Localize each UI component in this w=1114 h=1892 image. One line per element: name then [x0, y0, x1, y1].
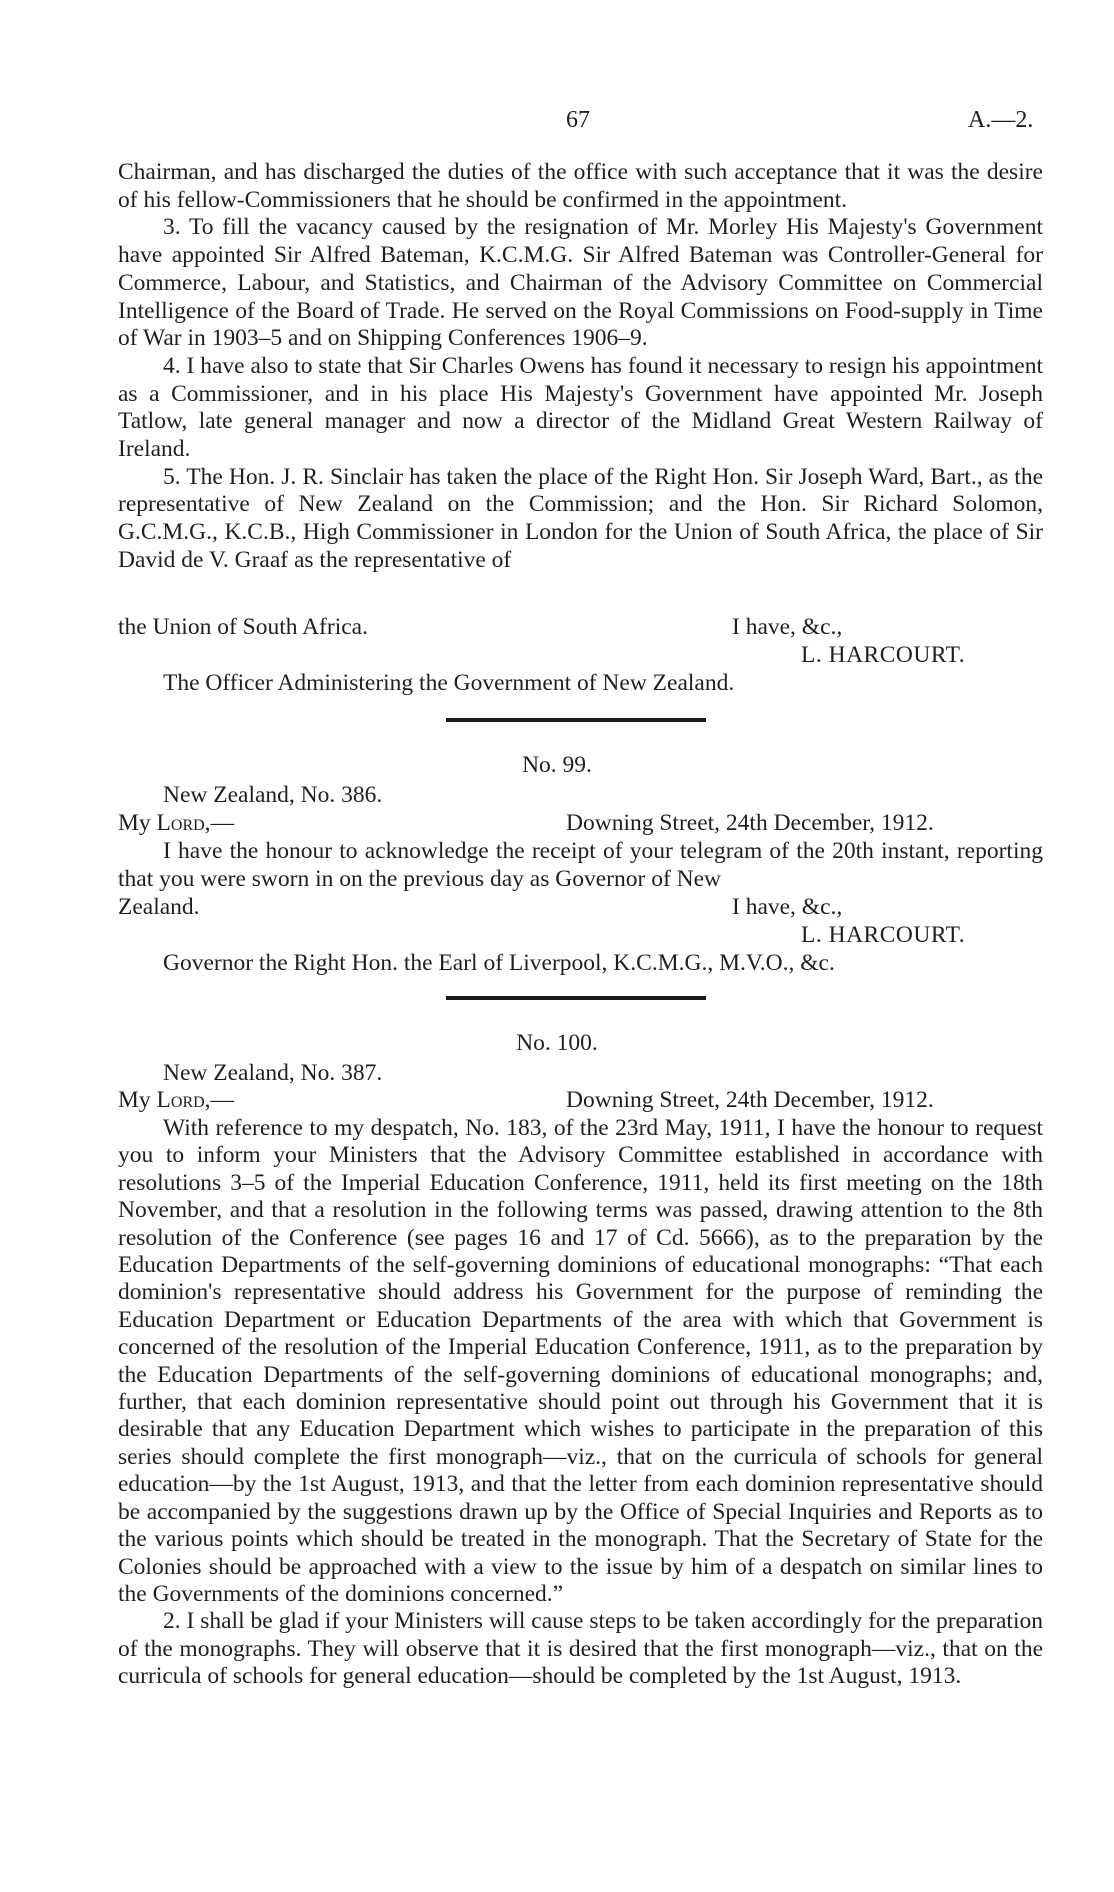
salutation-lord: Lord,—: [156, 1087, 235, 1113]
continuation-paragraph: Chairman, and has discharged the duties of the office with such acceptance that it was the desire of his fellow-Commissioners that he should be confirmed in the appointment.: [118, 159, 1043, 213]
location-date: Downing Street, 24th December, 1912.: [566, 1087, 934, 1113]
paragraph-3: 3. To fill the vacancy caused by the resignation of Mr. Morley His Majesty's Government have appointed Sir Alfred Bateman, K.C.M.G. Sir Alfred Bateman was Controller-General for Commerce, Labour, and Statistics, and Chairman of the Advisory Committee on Commercial Intelligence of the Board of Trade. He served on the Royal Commissions on Food-supply in Time of War in 1903–5 and on Shipping Conferences 1906–9.: [118, 214, 1043, 352]
signature: L. HARCOURT.: [801, 642, 966, 668]
closing-formula: I have, &c.,: [732, 894, 843, 920]
section-divider: [446, 718, 706, 722]
salutation: [118, 810, 234, 838]
salutation-my: My: [118, 1087, 151, 1113]
despatch-number: No. 99.: [522, 752, 592, 778]
paragraph-4: 4. I have also to state that Sir Charles Owens has found it necessary to resign his appointment as a Commissioner, and in his place His Majesty's Government have appointed Mr. Joseph Tatlow, late general manager and now a director of the Midland Great Western Railway of Ireland.: [118, 352, 1043, 463]
addressee: The Officer Administering the Government of New Zealand.: [163, 670, 735, 696]
location-date: Downing Street, 24th December, 1912.: [566, 810, 934, 836]
paragraph-5-end: the Union of South Africa.: [118, 614, 368, 640]
salutation: [118, 1087, 234, 1115]
dominion-reference: New Zealand, No. 386.: [163, 782, 383, 808]
paragraph-1: With reference to my despatch, No. 183, of the 23rd May, 1911, I have the honour to request you to inform your Ministers that the Advisory Committee established in accordance with resolutions 3–5 of the Imperial Education Conference, 1911, held its first meeting on the 18th November, and that a resolution in the following terms was passed, drawing attention to the 8th resolution of the Conference (see pages 16 and 17 of Cd. 5666), as to the preparation by the Education Departments of the self-governing dominions of educational monographs: “That each dominion's representative should address his Government for the purpose of reminding the Education Department or Education Departments of the area with which that Government is concerned of the resolution of the Imperial Education Conference, 1911, as to the preparation by the Education Departments of the self-governing dominions of educational monographs; and, further, that each dominion representative should point out through his Government that it is desirable that any Education Department which wishes to participate in the preparation of this series should complete the first monograph—viz., that on the curricula of schools for general education—by the 1st August, 1913, and that the letter from each dominion representative should be accompanied by the suggestions drawn up by the Office of Special Inquiries and Reports as to the various points which should be treated in the monograph. That the Secretary of State for the Colonies should be approached with a view to the issue by him of a despatch on similar lines to the Governments of the dominions concerned.”: [118, 1115, 1043, 1607]
despatch-body-end: Zealand.: [118, 894, 200, 920]
document-reference: A.—2.: [968, 107, 1034, 133]
signature: L. HARCOURT.: [801, 922, 966, 948]
despatch-body: I have the honour to acknowledge the receipt of your telegram of the 20th instant, reporting that you were sworn in on the previous day as Governor of New: [118, 838, 1043, 892]
salutation-lord: Lord,—: [156, 810, 235, 836]
salutation-my: My: [118, 810, 151, 836]
dominion-reference: New Zealand, No. 387.: [163, 1060, 383, 1086]
despatch-number: No. 100.: [516, 1030, 598, 1056]
section-divider: [446, 996, 706, 1000]
paragraph-5: 5. The Hon. J. R. Sinclair has taken the place of the Right Hon. Sir Joseph Ward, Bart., as the representative of New Zealand on the Commission; and the Hon. Sir Richard Solomon, G.C.M.G., K.C.B., High Commissioner in London for the Union of South Africa, the place of Sir David de V. Graaf as the representative of: [118, 463, 1043, 573]
paragraph-2: 2. I shall be glad if your Ministers will cause steps to be taken accordingly for the preparation of the monographs. They will observe that it is desired that the first monograph—viz., that on the curricula of schools for general education—should be completed by the 1st August, 1913.: [118, 1608, 1043, 1690]
closing-formula: I have, &c.,: [732, 614, 843, 640]
continuation-text: [118, 159, 1043, 575]
addressee: Governor the Right Hon. the Earl of Liverpool, K.C.M.G., M.V.O., &c.: [163, 950, 835, 976]
despatch-body: [118, 1115, 1043, 1691]
page-number: 67: [566, 107, 590, 133]
